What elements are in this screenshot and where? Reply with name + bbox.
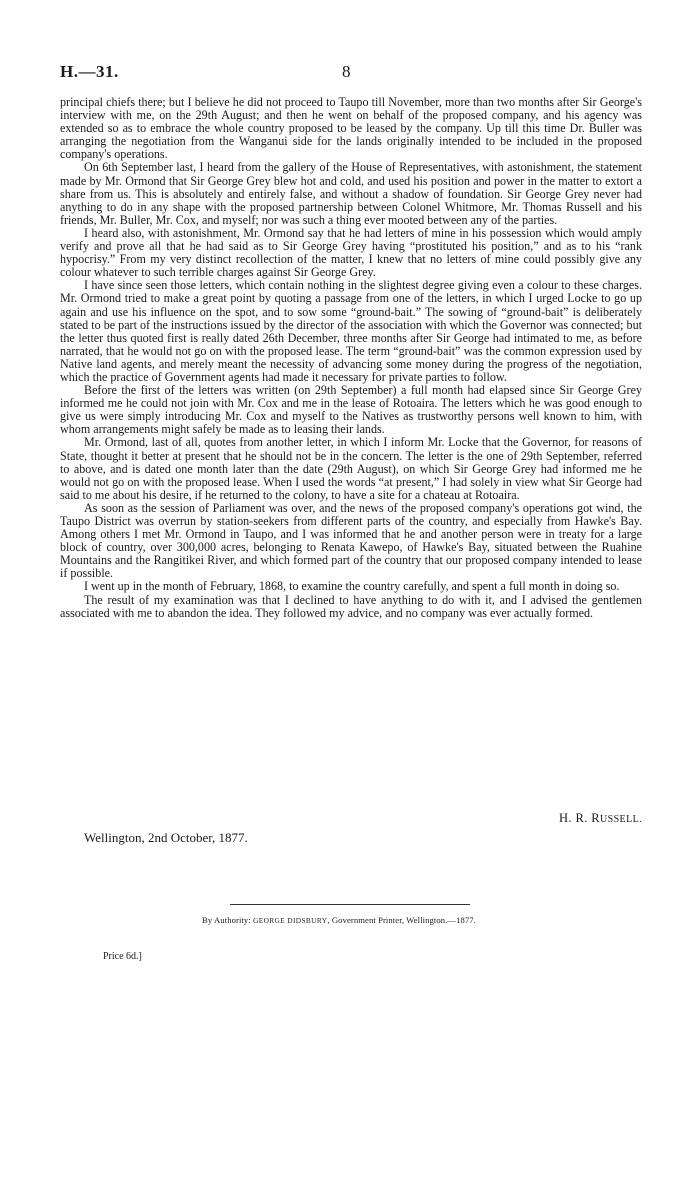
signature [559,811,642,826]
price-label: Price 6d.] [103,951,142,962]
dateline: Wellington, 2nd October, 1877. [84,830,248,845]
paragraph: As soon as the session of Parliament was over, and the news of the proposed company's operations got wind, the Taupo District was overrun by station-seekers from different parts of the country, and especially from Hawke's Bay. Among others I met Mr. Ormond in Taupo, and I was informed that he and another person were in treaty for a large block of country, over 300,000 acres, belonging to Renata Kawepo, of Hawke's Bay, situated between the Ruahine Mountains and the Rangitikei River, and which formed part of the country that our proposed company intended to lease if possible. [60,500,642,581]
paragraph: I have since seen those letters, which contain nothing in the slightest degree giving even a colour to these charges. Mr. Ormond tried to make a great point by quoting a passage from one of the letters, in which I urged Locke to go up again and use his influence on the spot, and to sow some “ground-bait.” The sowing of “ground-bait” is deliberately stated to be part of the instructions issued by the director of the association with which the Governor was connected; but the letter thus quoted first is really dated 26th December, three months after Sir George had intimated to me, as before narrated, that he would not go on with the proposed lease. The term “ground-bait” was the common expression used by Native land agents, and merely meant the necessity of advancing some money during the progress of the negotiation, which the practice of Government agents had made it necessary for private parties to follow. [60,278,642,384]
paragraph: principal chiefs there; but I believe he did not proceed to Taupo till November, more than two months after Sir George's interview with me, on the 29th August; and then he went on behalf of the proposed company, and his agency was extended so as to embrace the whole country proposed to be leased by the company. Up till this time Dr. Buller was arranging the negotiation from the Wanganui side for the lands originally intended to be included in the proposed company's operations. [60,95,642,162]
page-number: 8 [342,62,351,81]
paragraph: Mr. Ormond, last of all, quotes from another letter, in which I inform Mr. Locke that the Governor, for reasons of State, thought it better at present that he should not be in the concern. The letter is the one of 29th September, referred to above, and is dated one month later than the date (29th August), on which Sir George Grey had informed me he would not go on with the proposed lease. When I used the words “at present,” I had solely in view what Sir George had said to me about his desire, if he returned to the colony, to have a site for a chateau at Rotoaira. [60,435,642,502]
imprint-suffix: , Government Printer, Wellington.—1877. [327,915,476,925]
paragraph: Before the first of the letters was written (on 29th September) a full month had elapsed since Sir George Grey informed me he could not join with Mr. Cox and me in the lease of Rotoaira. The letters which he was good enough to give us were simply introducing Mr. Cox and myself to the Natives as trustworthy persons well known to him, with whom arrangements might safely be made as to leasing their lands. [60,383,642,437]
paragraph: I went up in the month of February, 1868, to examine the country carefully, and spent a full month in doing so. [84,579,620,594]
divider-rule [230,904,470,905]
paragraph: The result of my examination was that I declined to have anything to do with it, and I advised the gentlemen associated with me to abandon the idea. They followed my advice, and no company was ever actually formed. [60,592,642,620]
printer-imprint [202,915,476,925]
imprint-prefix: By Authority: [202,915,254,925]
document-id: H.—31. [60,62,119,81]
body-text [60,96,642,620]
signature-initials: H. R. R [559,811,601,825]
page-header [60,62,642,82]
signature-surname: USSELL. [600,814,642,825]
imprint-printer: GEORGE DIDSBURY [253,916,328,925]
paragraph: I heard also, with astonishment, Mr. Ormond say that he had letters of mine in his possession which would amply verify and prove all that he had said as to Sir George Grey having “prostituted his position,” and as to his “rank hypocrisy.” From my very distinct recollection of the matter, I knew that no letters of mine could possibly give any colour whatever to such terrible charges against Sir George Grey. [60,225,642,280]
paragraph: On 6th September last, I heard from the gallery of the House of Representatives, with astonishment, the statement made by Mr. Ormond that Sir George Grey blew hot and cold, and used his position and power in the matter to extort a share from us. This is absolutely and entirely false, and without a shadow of foundation. Sir George Grey never had anything to do in any shape with the proposed partnership between Colonel Whitmore, Mr. Thomas Russell and his friends, Mr. Buller, Mr. Cox, and myself; nor was such a thing ever mooted between any of the parties. [60,160,642,227]
